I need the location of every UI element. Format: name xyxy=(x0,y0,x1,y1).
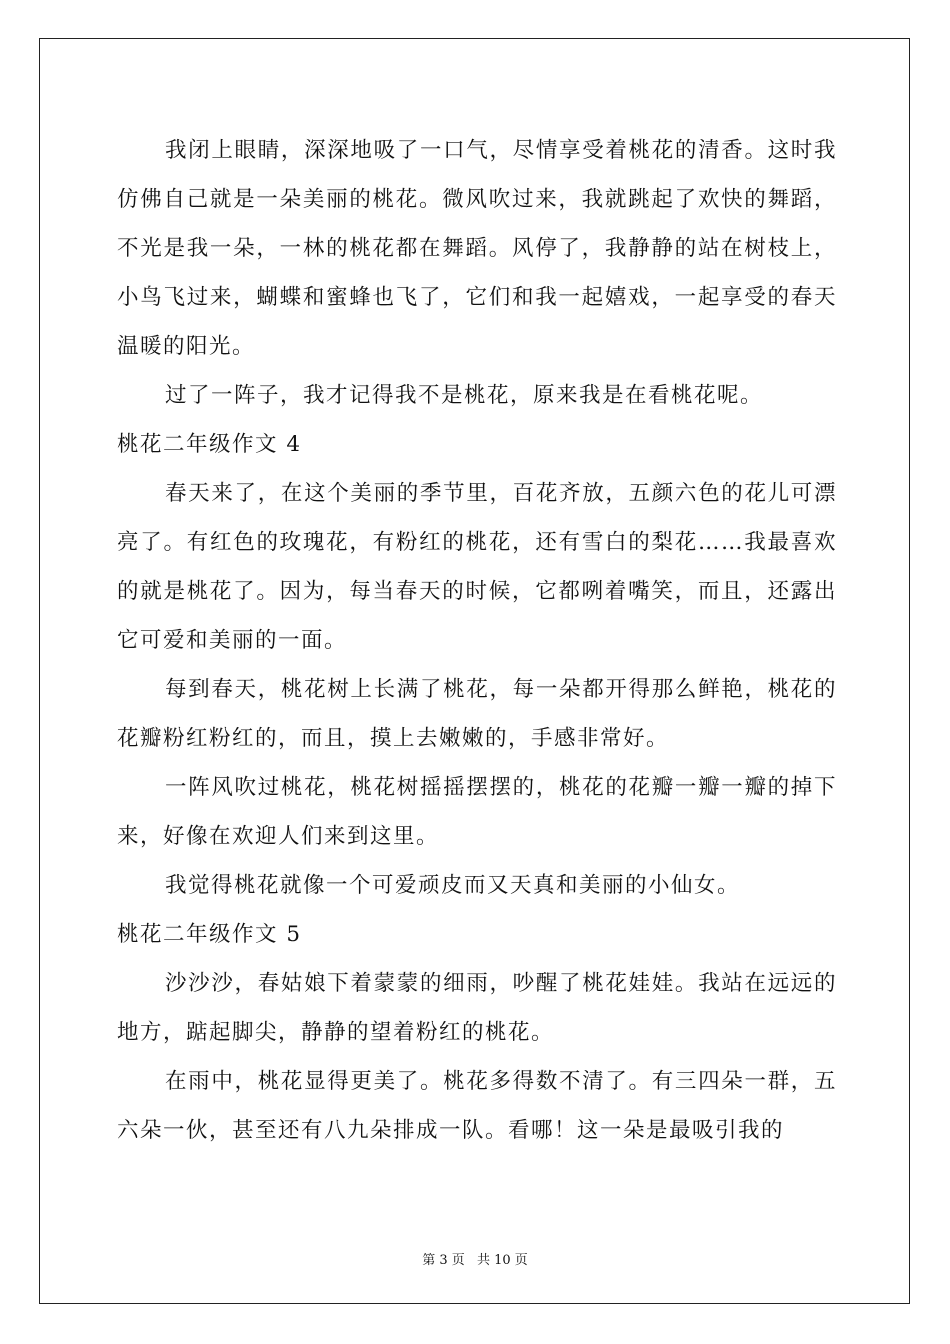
page-footer xyxy=(0,1249,950,1268)
paragraph: 春天来了，在这个美丽的季节里，百花齐放，五颜六色的花儿可漂亮了。有红色的玫瑰花，有粉红的桃花，还有雪白的梨花……我最喜欢的就是桃花了。因为，每当春天的时候，它都咧着嘴笑，而且，还露出它可爱和美丽的一面。 xyxy=(117,481,837,653)
page-total: 共 10 页 xyxy=(476,1253,528,1268)
paragraph: 沙沙沙，春姑娘下着蒙蒙的细雨，吵醒了桃花娃娃。我站在远远的地方，踮起脚尖，静静的望着粉红的桃花。 xyxy=(117,971,837,1045)
paragraph: 我闭上眼睛，深深地吸了一口气，尽情享受着桃花的清香。这时我仿佛自己就是一朵美丽的桃花。微风吹过来，我就跳起了欢快的舞蹈，不光是我一朵，一林的桃花都在舞蹈。风停了，我静静的站在树枝上，小鸟飞过来，蝴蝶和蜜蜂也飞了，它们和我一起嬉戏，一起享受的春天温暖的阳光。 xyxy=(117,138,837,359)
page-number: 第 3 页 xyxy=(422,1253,465,1268)
section-heading: 桃花二年级作文 5 xyxy=(117,922,302,947)
paragraph: 每到春天，桃花树上长满了桃花，每一朵都开得那么鲜艳，桃花的花瓣粉红粉红的，而且，摸上去嫩嫩的，手感非常好。 xyxy=(117,677,837,751)
document-body xyxy=(117,126,837,1155)
paragraph: 过了一阵子，我才记得我不是桃花，原来我是在看桃花呢。 xyxy=(165,383,764,408)
paragraph: 一阵风吹过桃花，桃花树摇摇摆摆的，桃花的花瓣一瓣一瓣的掉下来，好像在欢迎人们来到这里。 xyxy=(117,775,837,849)
paragraph: 我觉得桃花就像一个可爱顽皮而又天真和美丽的小仙女。 xyxy=(165,873,741,898)
section-heading: 桃花二年级作文 4 xyxy=(117,432,302,457)
paragraph: 在雨中，桃花显得更美了。桃花多得数不清了。有三四朵一群，五六朵一伙，甚至还有八九朵排成一队。看哪！这一朵是最吸引我的 xyxy=(117,1069,837,1143)
